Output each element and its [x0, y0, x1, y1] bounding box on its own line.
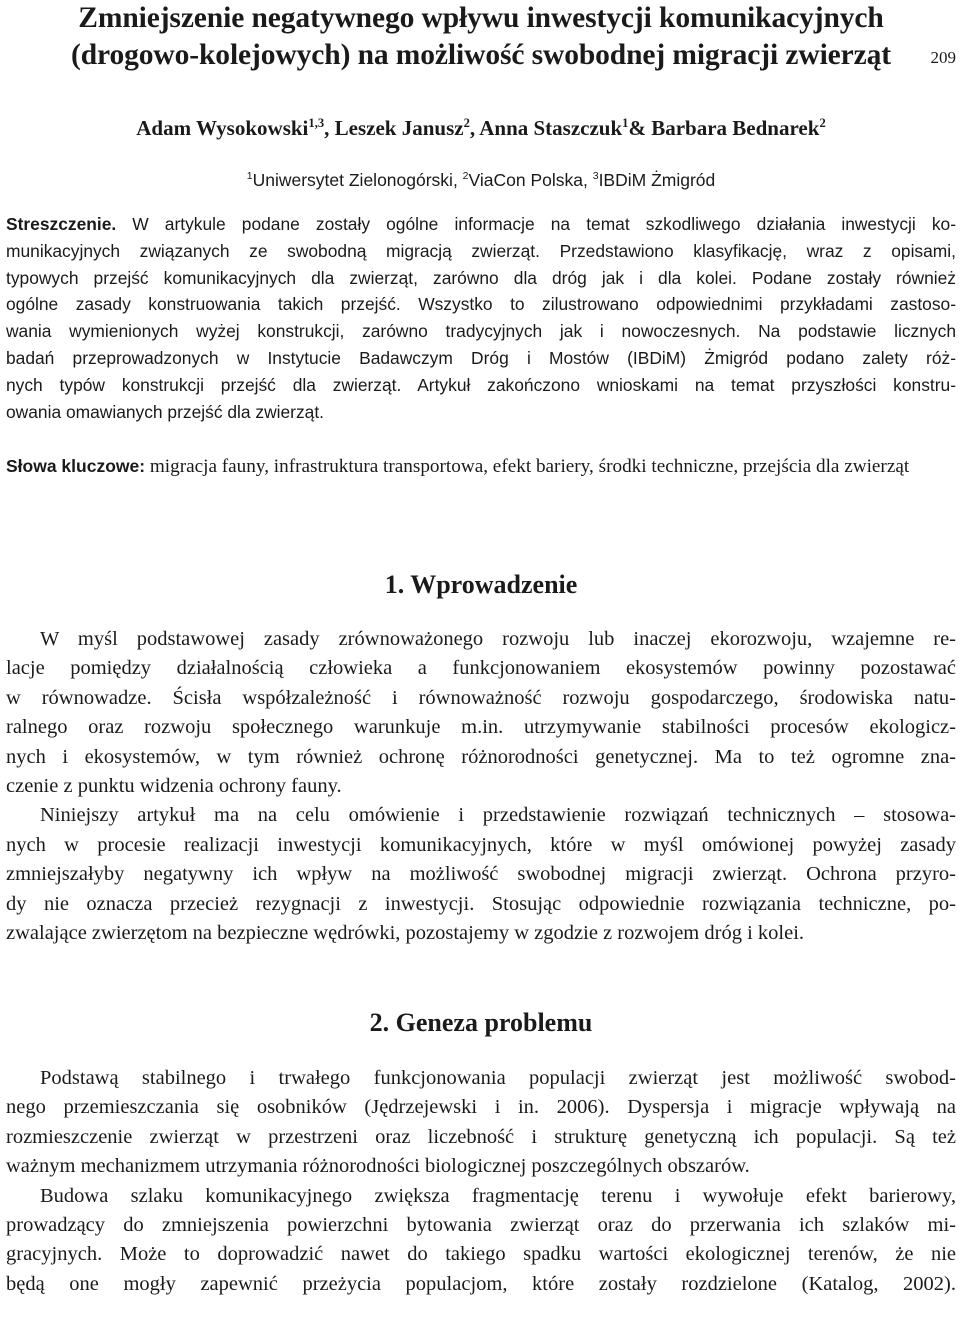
paper-page [6, 0, 956, 1295]
body-line: w równowadze. Ścisła współzależność i równoważność rozwoju gospodarczego, środowiska natu- [6, 686, 956, 709]
affiliation-text: IBDiM Żmigród [598, 170, 716, 190]
body-line: dy nie oznacza przecież rezygnacji z inwestycji. Stosując odpowiednie rozwiązania techniczne, po- [6, 892, 956, 915]
body-line: ważnym mechanizmem utrzymania różnorodności biologicznej poszczególnych obszarów. [6, 1155, 750, 1178]
affiliation-text: ViaCon Polska, [468, 170, 593, 190]
body-line: nego przemieszczania się osobników (Jędrzejewski i in. 2006). Dyspersja i migracje wpływają na [6, 1096, 956, 1119]
body-line: czenie z punktu widzenia ochrony fauny. [6, 775, 342, 798]
body-line: lacje pomiędzy działalnością człowieka a funkcjonowaniem ekosystemów powinny pozostawać [6, 657, 956, 680]
author-name: Anna Staszczuk [479, 116, 623, 140]
affiliation-mark: 1 [246, 170, 253, 183]
affiliation-mark: 2 [462, 170, 469, 183]
body-line: będą one mogły zapewnić przeżycia populacjom, które zostały rozdzielone (Katalog, 2002). [6, 1272, 956, 1295]
author-list [6, 116, 956, 141]
affiliations [6, 170, 956, 191]
abstract-line: owania omawianych przejść dla zwierząt. [6, 401, 324, 422]
author-affiliation-mark: 1 [622, 116, 629, 130]
abstract-line: Streszczenie. W artykule podane zostały ogólne informacje na temat szkodliwego działania inwestycji ko- [6, 214, 956, 234]
keywords-text: migracja fauny, infrastruktura transportowa, efekt bariery, środki techniczne, przejścia dla zwierząt [145, 456, 910, 477]
body-line: Podstawą stabilnego i trwałego funkcjonowania populacji zwierząt jest możliwość swobod- [40, 1067, 956, 1089]
author-name: Leszek Janusz [334, 116, 464, 140]
abstract-line: munikacyjnych związanych ze swobodną migracją zwierząt. Przedstawiono klasyfikację, wraz z opisami, [6, 240, 956, 261]
author-affiliation-mark: 1,3 [308, 116, 325, 130]
abstract-line: typowych przejść komunikacyjnych dla zwierząt, zarówno dla dróg jak i dla kolei. Podane zostały również [6, 267, 956, 288]
body-line: nych w procesie realizacji inwestycji komunikacyjnych, które w myśl omówionej powyżej zasady [6, 833, 956, 856]
abstract-line: badań przeprowadzonych w Instytucie Badawczym Dróg i Mostów (IBDiM) Żmigród podano zalety róż- [6, 347, 956, 368]
paper-title [6, 0, 956, 74]
keywords [6, 452, 956, 481]
body-line: prowadzący do zmniejszenia powierzchni bytowania zwierząt oraz do przerwania ich szlaków mi- [6, 1214, 956, 1237]
body-line: Niniejszy artykuł ma na celu omówienie i przedstawienie rozwiązań technicznych – stosowa- [40, 804, 956, 827]
abstract-line: wania wymienionych wyżej konstrukcji, zarówno tradycyjnych jak i nowoczesnych. Na podstawie licznych [6, 321, 956, 342]
body-line: rozmieszczenie zwierząt w przestrzeni oraz liczebność i strukturę genetyczną ich populacji. Są też [6, 1125, 956, 1148]
keywords-lead: Słowa kluczowe: [6, 456, 146, 476]
author-name: Adam Wysokowski [136, 116, 309, 140]
author-affiliation-mark: 2 [819, 116, 826, 130]
title-line: (drogowo-kolejowych) na możliwość swobodnej migracji zwierząt [70, 39, 892, 71]
body-line: gracyjnych. Może to doprowadzić nawet do takiego spadku wartości ekologicznej terenów, że nie [6, 1243, 956, 1266]
abstract-line: nych typów konstrukcji przejść dla zwierząt. Artykuł zakończono wnioskami na temat przyszłości konstru- [6, 374, 956, 395]
section-heading: 1. Wprowadzenie [384, 570, 578, 599]
section-heading: 2. Geneza problemu [369, 1008, 593, 1037]
body-line: zmniejszałyby negatywny ich wpływ na możliwość swobodnej migracji zwierząt. Ochrona przyro- [6, 863, 956, 886]
body-line: ralnego oraz rozwoju społecznego warunkuje m.in. utrzymywanie stabilności procesów ekologicz- [6, 716, 956, 739]
page-number: 209 [930, 48, 956, 67]
author-separator: , [469, 116, 480, 140]
abstract-lead: Streszczenie. [6, 214, 117, 234]
author-name: Barbara Bednarek [651, 116, 820, 140]
title-line: Zmniejszenie negatywnego wpływu inwestycji komunikacyjnych [78, 2, 884, 34]
affiliation-mark: 3 [592, 170, 599, 183]
body-line: zwalające zwierzętom na bezpieczne wędrówki, pozostajemy w zgodzie z rozwojem dróg i kolei. [6, 922, 805, 945]
body-line: Budowa szlaku komunikacyjnego zwiększa fragmentację terenu i wywołuje efekt barierowy, [40, 1184, 956, 1207]
body-line: W myśl podstawowej zasady zrównoważonego rozwoju lub inaczej ekorozwoju, wzajemne re- [40, 628, 956, 650]
author-separator: & [628, 116, 652, 140]
section-body [6, 1064, 956, 1299]
abstract [6, 211, 956, 425]
author-affiliation-mark: 2 [463, 116, 470, 130]
abstract-line: ogólne zasady konstruowania takich przejść. Wszystko to zilustrowano odpowiednimi przykładami zastoso- [6, 294, 956, 315]
body-line: nych i ekosystemów, w tym również ochronę różnorodności genetycznej. Ma to też ogromne zna- [6, 745, 956, 768]
section-body [6, 625, 956, 948]
author-separator: , [324, 116, 335, 140]
affiliation-text: Uniwersytet Zielonogórski, [252, 170, 463, 190]
